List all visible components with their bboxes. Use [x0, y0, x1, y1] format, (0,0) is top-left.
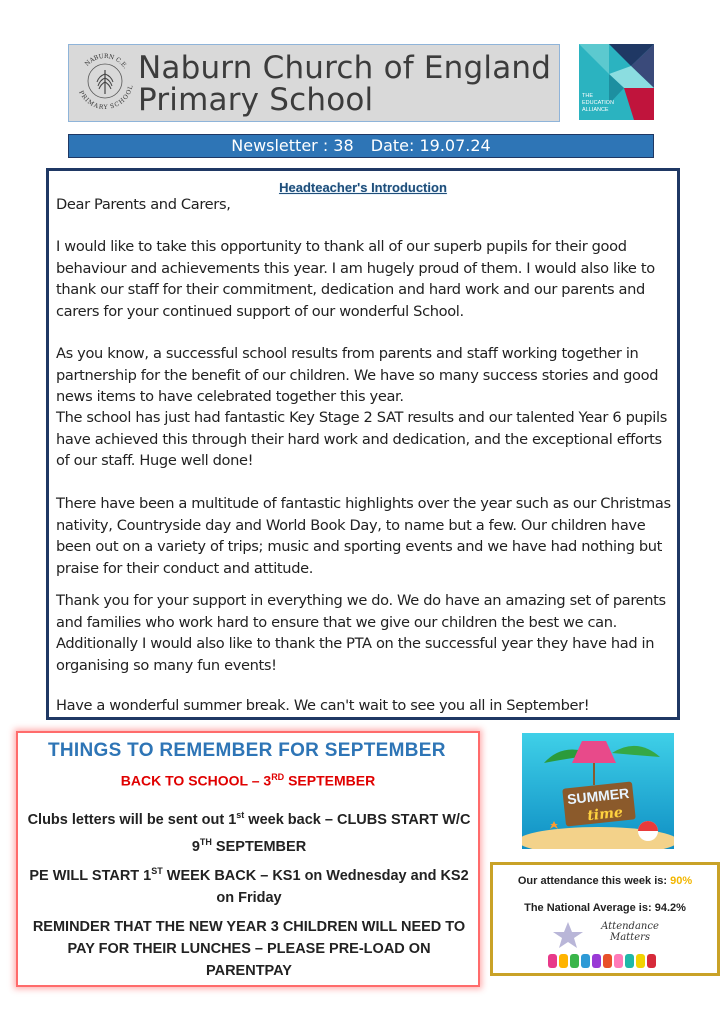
clubs-reminder: Clubs letters will be sent out 1st week back – CLUBS START W/C 9TH SEPTEMBER	[27, 810, 471, 855]
attendance-week-value: 90%	[670, 875, 693, 887]
summer-word: SUMMER	[566, 784, 630, 808]
intro-title: Headteacher's Introduction	[279, 180, 447, 195]
alliance-line1: THE	[582, 93, 593, 99]
newsletter-bar	[68, 134, 654, 158]
intro-paragraph: Thank you for your support in everything we do. We do have an amazing set of parents and families who work hard to ensure that we give our children the best we can. Additionally I would also like to thank the PTA on the successful year they have had in organising so many fun events!	[56, 592, 666, 674]
newsletter-number: Newsletter : 38	[231, 136, 354, 155]
hands-icon	[548, 954, 656, 968]
attendance-matters-text: Attendance Matters	[601, 921, 659, 943]
intro-closing: Have a wonderful summer break. We can't wait to see you all in September!	[56, 697, 590, 714]
alliance-line2: EDUCATION	[582, 100, 614, 106]
school-name	[138, 52, 558, 116]
newsletter-date: Date: 19.07.24	[370, 136, 491, 155]
time-word: time	[586, 804, 624, 825]
intro-paragraph: There have been a multitude of fantastic highlights over the year such as our Christmas nativity, Countryside day and World Book Day, to name but a few. Our children have been out on a variety of trips; music and sporting events and we have had nothing but praise for their conduct and attitude.	[56, 495, 671, 577]
intro-greeting: Dear Parents and Carers,	[56, 196, 231, 213]
intro-paragraph: As you know, a successful school results from parents and staff working together in partnership for the benefit of our children. We have so many success stories and good news items to have celebrated together this year.	[56, 345, 659, 405]
pe-reminder: PE WILL START 1ST WEEK BACK – KS1 on Wednesday and KS2 on Friday	[29, 866, 469, 906]
alliance-line3: ALLIANCE	[582, 107, 609, 113]
education-alliance-logo	[579, 44, 654, 120]
school-name-line1: Naburn Church of England	[138, 50, 552, 86]
reminders-title: THINGS TO REMEMBER FOR SEPTEMBER	[48, 740, 446, 761]
lunch-reminder: REMINDER THAT THE NEW YEAR 3 CHILDREN WILL NEED TO PAY FOR THEIR LUNCHES – PLEASE PRE-LOAD ON PARENTPAY	[32, 919, 466, 979]
svg-text:NABURN C.E.	[84, 53, 129, 70]
school-crest-logo	[74, 50, 136, 112]
crest-text-bottom: PRIMARY SCHOOL	[77, 84, 135, 112]
attendance-national-average: The National Average is: 94.2%	[524, 902, 686, 914]
crest-text-top: NABURN C.E.	[83, 52, 129, 71]
summer-time-image	[522, 733, 674, 849]
back-to-school-date: BACK TO SCHOOL – 3RD SEPTEMBER	[120, 772, 376, 789]
intro-paragraph: I would like to take this opportunity to thank all of our superb pupils for their good behaviour and achievements this year. I am hugely proud of them. I would also like to thank our staff for their commitment, dedication and hard work and our parents and carers for your continued support of our wonderful School.	[56, 238, 655, 320]
attendance-this-week: Our attendance this week is: 90%	[517, 875, 693, 887]
school-name-line2: Primary School	[138, 82, 374, 118]
intro-paragraph: The school has just had fantastic Key Stage 2 SAT results and our talented Year 6 pupils have achieved this through their hard work and dedication, and the exceptional efforts of our staff. Huge well done!	[56, 409, 667, 469]
